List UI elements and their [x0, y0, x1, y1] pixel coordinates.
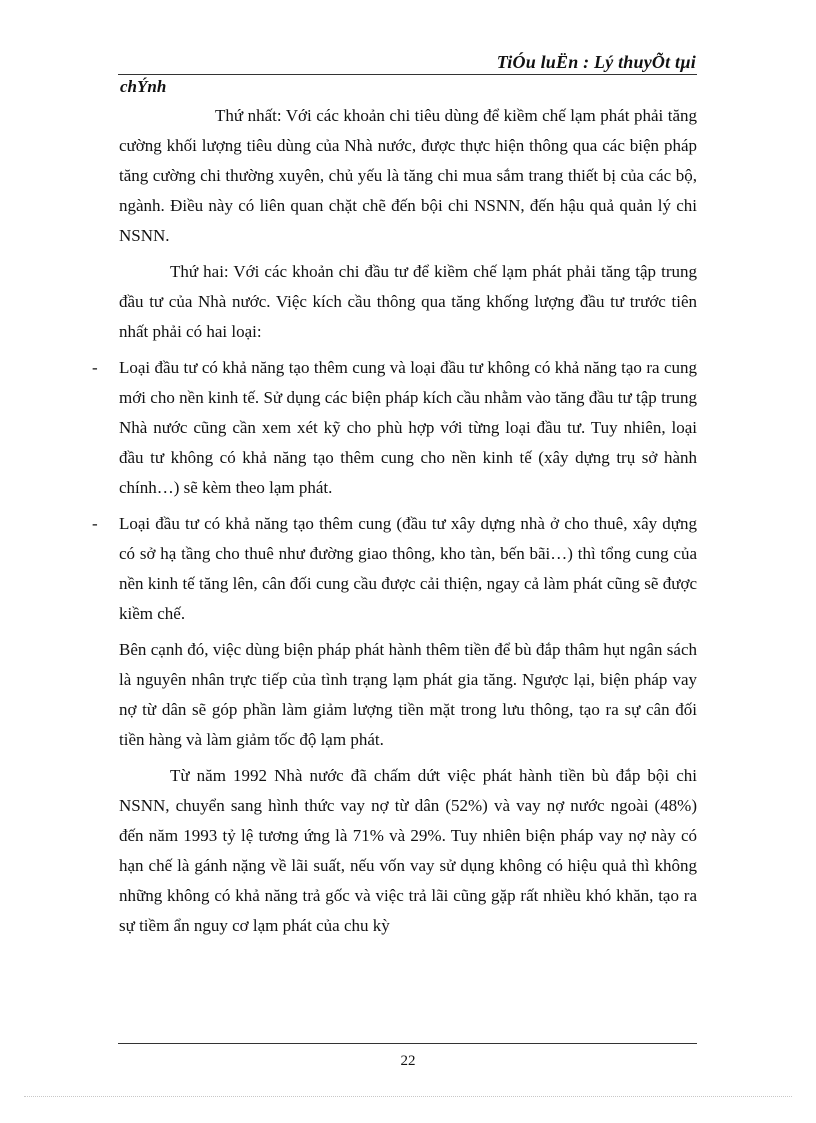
paragraph-since-1992: Từ năm 1992 Nhà nước đã chấm dứt việc phát hành tiền bù đắp bội chi NSNN, chuyển sang hình thức vay nợ từ dân (52%) và vay nợ nước ngoài (48%) đến năm 1993 tỷ lệ tương ứng là 71% và 29%. Tuy nhiên biện pháp vay nợ này có hạn chế là gánh nặng về lãi suất, nếu vốn vay sử dụng không có hiệu quả thì không những không có khả năng trả gốc và việc trả lãi cũng gặp rất nhiều khó khăn, tạo ra sự tiềm ẩn nguy cơ lạm phát của chu kỳ	[119, 766, 697, 935]
bullet-text: Loại đầu tư có khả năng tạo thêm cung (đầu tư xây dựng nhà ở cho thuê, xây dựng có sở hạ tầng cho thuê như đường giao thông, kho tàn, bến bãi…) thì tổng cung của nền kinh tế tăng lên, cân đối cung cầu được cải thiện, ngay cả làm phát cũng sẽ được kiềm chế.	[119, 514, 697, 623]
paragraph-first-point: Thứ nhất: Với các khoản chi tiêu dùng để kiềm chế lạm phát phải tăng cường khối lượng tiêu dùng của Nhà nước, được thực hiện thông qua các biện pháp tăng cường chi thường xuyên, chủ yếu là tăng chi mua sắm trang thiết bị của các bộ, ngành. Điều này có liên quan chặt chẽ đến bội chi NSNN, đến hậu quả quản lý chi NSNN.	[119, 106, 697, 245]
header-rule	[118, 74, 697, 75]
paragraph-second-point: Thứ hai: Với các khoản chi đầu tư để kiềm chế lạm phát phải tăng tập trung đầu tư của Nhà nước. Việc kích cầu thông qua tăng khống lượng đầu tư trước tiên nhất phải có hai loại:	[119, 262, 697, 341]
bullet-dash: -	[92, 514, 98, 533]
bullet-dash: -	[92, 358, 98, 377]
footer-rule	[118, 1043, 697, 1044]
bullet-item	[92, 353, 697, 503]
bullet-item	[92, 509, 697, 629]
header-title: TiÓu luËn : Lý thuyÕt tµi	[496, 52, 696, 72]
document-body	[92, 101, 697, 947]
bullet-text: Loại đầu tư có khả năng tạo thêm cung và loại đầu tư không có khả năng tạo ra cung mới cho nền kinh tế. Sử dụng các biện pháp kích cầu nhằm vào tăng đầu tư tập trung Nhà nước cũng cần xem xét kỹ cho phù hợp với từng loại đầu tư. Tuy nhiên, loại đầu tư không có khả năng tạo thêm cung cho nền kinh tế (xây dựng trụ sở hành chính…) sẽ kèm theo lạm phát.	[119, 358, 697, 497]
page-bottom-dotted-border	[24, 1096, 792, 1097]
paragraph-deficit-financing: Bên cạnh đó, việc dùng biện pháp phát hành thêm tiền để bù đắp thâm hụt ngân sách là nguyên nhân trực tiếp của tình trạng lạm phát gia tăng. Ngược lại, biện pháp vay nợ từ dân sẽ góp phần làm giảm lượng tiền mặt trong lưu thông, tạo ra sự cân đối tiền hàng và làm giảm tốc độ lạm phát.	[119, 640, 697, 749]
header-title-continuation: chÝnh	[120, 77, 167, 96]
page-number: 22	[400, 1053, 416, 1069]
